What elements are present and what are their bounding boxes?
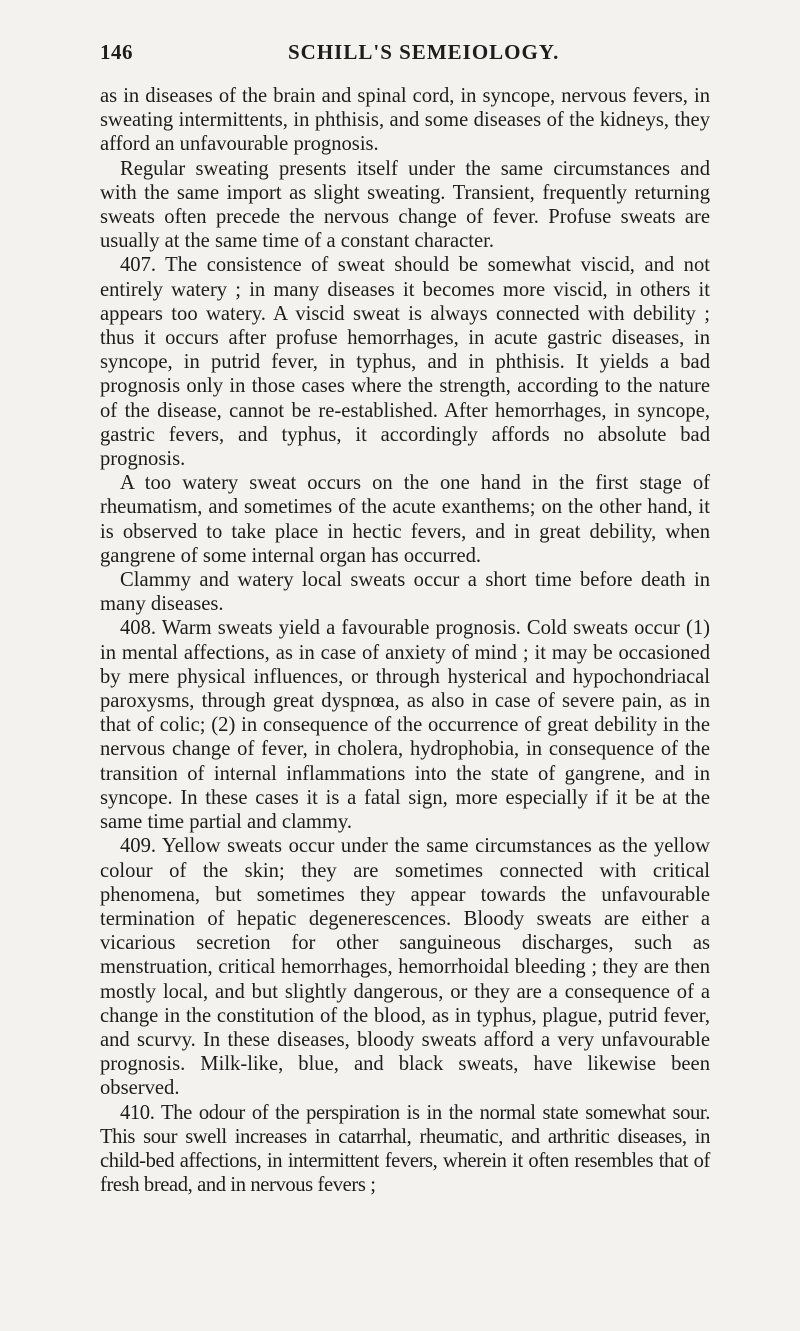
paragraph-410: 410. The odour of the perspiration is in the normal state somewhat sour. This sour swell increases in catarrhal, rheumatic, and arthritic diseases, in child-bed affections, in intermittent fevers, wherein it often resembles that of fresh bread, and in nervous fevers ; [100,1101,710,1197]
paragraph-409: 409. Yellow sweats occur under the same circumstances as the yellow colour of the skin; they are sometimes connected with critical phenomena, but sometimes they appear towards the unfavourable termination of hepatic degenerescences. Bloody sweats are either a vicarious secretion for other sanguineous discharges, such as menstruation, critical hemorrhages, hemorrhoidal bleeding ; they are then mostly local, and but slightly dangerous, or they are a consequence of a change in the constitution of the blood, as in typhus, plague, putrid fever, and scurvy. In these diseases, bloody sweats afford a very unfavourable prognosis. Milk-like, blue, and black sweats, have likewise been observed. [100,835,710,1100]
running-head [100,40,708,70]
paragraph-continuation: as in diseases of the brain and spinal cord, in syncope, nervous fevers, in sweating intermittents, in phthisis, and some diseases of the kidneys, they afford an unfavourable prognosis. [100,85,710,156]
paragraph-408: 408. Warm sweats yield a favourable prognosis. Cold sweats occur (1) in mental affections, as in case of anxiety of mind ; it may be occasioned by mere physical influences, or through hysterical and hypochondriacal paroxysms, through great dyspnœa, as also in case of severe pain, as in that of colic; (2) in consequence of the occurrence of great debility in the nervous change of fever, in cholera, hydrophobia, in consequence of the transition of internal inflammations into the state of gangrene, and in syncope. In these cases it is a fatal sign, more especially if it be at the same time partial and clammy. [100,617,710,834]
paragraph-clammy-sweats: Clammy and watery local sweats occur a short time before death in many diseases. [100,569,710,616]
paragraph-watery-sweat: A too watery sweat occurs on the one hand in the first stage of rheumatism, and sometimes of the acute exanthems; on the other hand, it is observed to take place in hectic fevers, and in great debility, when gangrene of some internal organ has occurred. [100,472,710,567]
body-text [100,84,710,1197]
paragraph-regular-sweating: Regular sweating presents itself under the same circumstances and with the same import as slight sweating. Transient, frequently returning sweats often precede the nervous change of fever. Profuse sweats are usually at the same time of a constant character. [100,157,710,253]
page-number: 146 [100,40,133,64]
paragraph-407: 407. The consistence of sweat should be somewhat viscid, and not entirely watery ; in many diseases it becomes more viscid, in others it appears too watery. A viscid sweat is always connected with debility ; thus it occurs after profuse hemorrhages, in acute gastric diseases, in syncope, in putrid fever, in typhus, and in phthisis. It yields a bad prognosis only in those cases where the strength, according to the nature of the disease, cannot be re-established. After hemorrhages, in syncope, gastric fevers, and typhus, it accordingly affords no absolute bad prognosis. [100,254,710,471]
running-title: SCHILL'S SEMEIOLOGY. [288,40,560,64]
